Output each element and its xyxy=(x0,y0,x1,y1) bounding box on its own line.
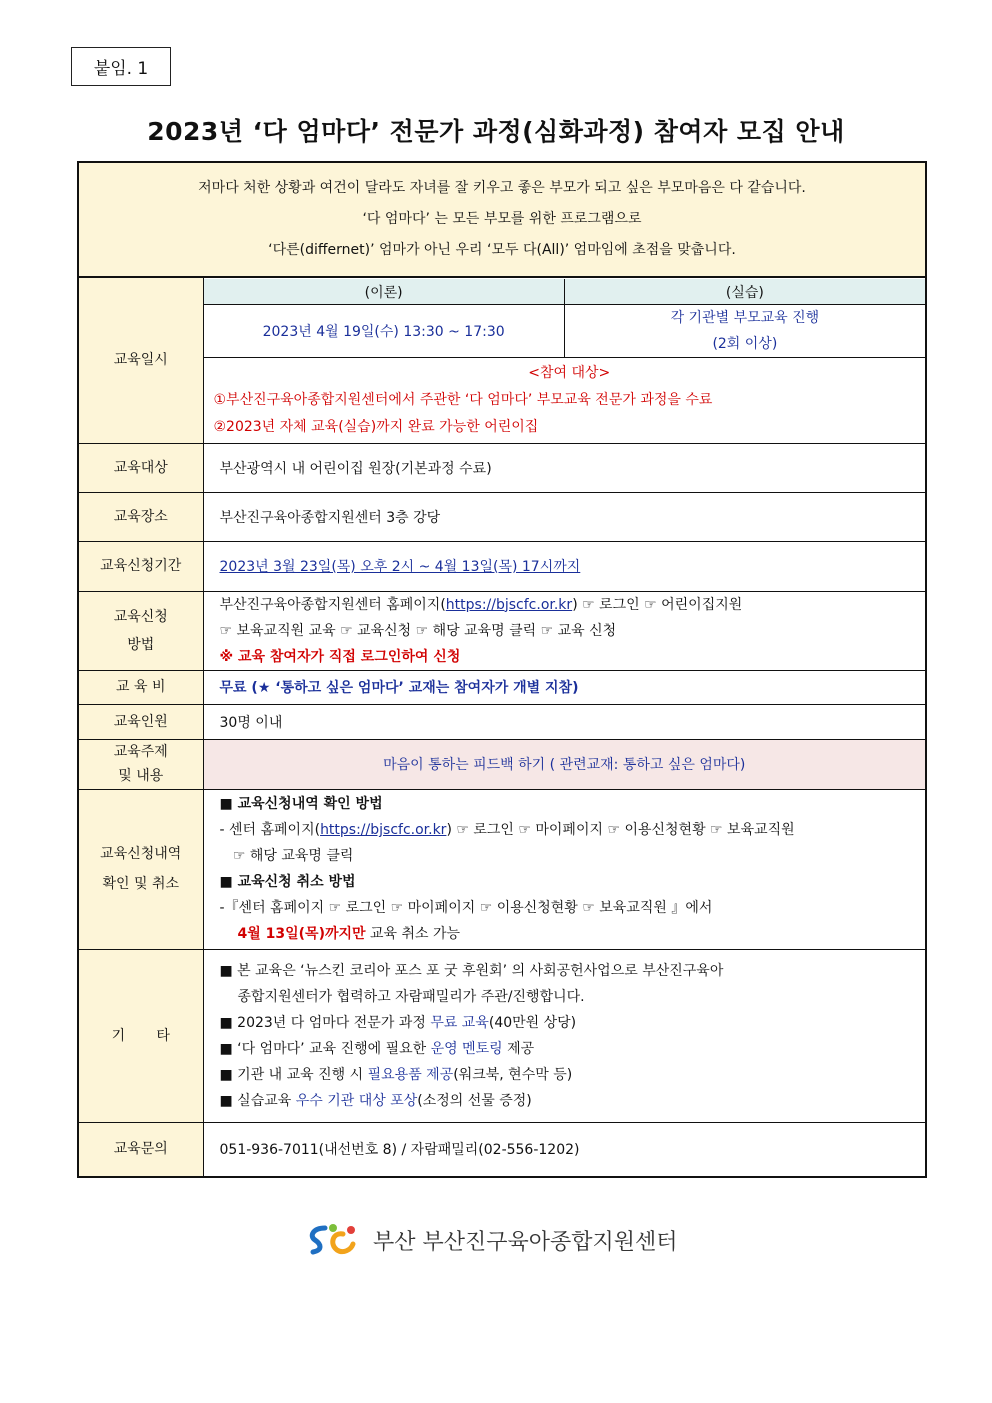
practice-header: (실습) xyxy=(564,279,925,305)
etc-text: ■ 2023년 다 엄마다 전문가 과정 xyxy=(219,1014,431,1031)
practice-line: 각 기관별 부모교육 진행 xyxy=(670,310,820,327)
method-text: 부산진구육아종합지원센터 홈페이지( xyxy=(219,596,446,613)
footer-org-name: 부산 부산진구육아종합지원센터 xyxy=(373,1229,678,1255)
attachment-label: 붙임. 1 xyxy=(71,47,171,86)
intro-line: ‘다른(differnet)’ 엄마가 아닌 우리 ‘모두 다(All)’ 엄마임에 초점을 맞춥니다. xyxy=(268,242,736,258)
confirm-text: ) ☞ 로그인 ☞ 마이페이지 ☞ 이용신청현황 ☞ 보육교직원 xyxy=(446,822,795,838)
etc-value xyxy=(203,949,926,1122)
confirm-heading: ■ 교육신청 취소 방법 xyxy=(219,874,356,890)
topic-label-line: 및 내용 xyxy=(118,768,164,784)
footer xyxy=(303,1220,678,1260)
confirm-label xyxy=(78,789,203,949)
method-note: ※ 교육 참여자가 직접 로그인하여 신청 xyxy=(219,648,461,665)
homepage-link[interactable]: https://bjscfc.or.kr xyxy=(320,822,447,838)
etc-highlight: 무료 교육 xyxy=(430,1014,489,1031)
etc-text: (40만원 상당) xyxy=(488,1014,577,1031)
confirm-label-line: 교육신청내역 xyxy=(100,846,182,862)
confirm-line: -『센터 홈페이지 ☞ 로그인 ☞ 마이페이지 ☞ 이용신청현황 ☞ 보육교직원 』에서 xyxy=(219,900,713,916)
target-value: 부산광역시 내 어린이집 원장(기본과정 수료) xyxy=(203,443,926,492)
method-text: ) ☞ 로그인 ☞ 어린이집지원 xyxy=(572,596,743,613)
target-item: ②2023년 자체 교육(실습)까지 완료 가능한 어린이집 xyxy=(213,418,539,435)
place-value: 부산진구육아종합지원센터 3층 강당 xyxy=(203,492,926,541)
intro-line: ‘다 엄마다’ 는 모든 부모를 위한 프로그램으로 xyxy=(362,211,642,227)
place-label: 교육장소 xyxy=(78,492,203,541)
theory-datetime: 2023년 4월 19일(수) 13:30 ~ 17:30 xyxy=(204,305,565,358)
capacity-value: 30명 이내 xyxy=(203,704,926,739)
practice-line: (2회 이상) xyxy=(712,336,778,353)
etc-bullet-cont: 종합지원센터가 협력하고 자람패밀리가 주관/진행합니다. xyxy=(237,988,585,1005)
target-title: <참여 대상> xyxy=(528,364,611,381)
method-label-line: 방법 xyxy=(127,636,155,653)
confirm-label-line: 확인 및 취소 xyxy=(102,876,180,892)
fee-label: 교 육 비 xyxy=(78,670,203,704)
etc-highlight: 운영 멘토링 xyxy=(430,1040,503,1057)
practice-info xyxy=(564,305,925,358)
method-label xyxy=(78,591,203,670)
etc-text: ■ 실습교육 xyxy=(219,1092,296,1109)
method-label-line: 교육신청 xyxy=(113,608,168,625)
etc-highlight: 필요용품 제공 xyxy=(367,1066,454,1083)
contact-label: 교육문의 xyxy=(78,1122,203,1177)
confirm-value xyxy=(203,789,926,949)
schedule-cell xyxy=(203,277,926,443)
topic-label xyxy=(78,739,203,789)
theory-header: (이론) xyxy=(204,279,565,305)
fee-value: 무료 (★ ‘통하고 싶은 엄마다’ 교재는 참여자가 개별 지참) xyxy=(203,670,926,704)
topic-value: 마음이 통하는 피드백 하기 ( 관련교재: 통하고 싶은 엄마다) xyxy=(203,739,926,789)
etc-text: ■ ‘다 엄마다’ 교육 진행에 필요한 xyxy=(219,1040,431,1057)
center-logo-icon xyxy=(303,1220,363,1260)
confirm-text: - 센터 홈페이지( xyxy=(219,822,321,838)
method-value xyxy=(203,591,926,670)
target-label: 교육대상 xyxy=(78,443,203,492)
etc-bullet: ■ 본 교육은 ‘뉴스킨 코리아 포스 포 굿 후원회’ 의 사회공헌사업으로 부산진구육아 xyxy=(219,962,724,979)
etc-highlight: 우수 기관 대상 포상 xyxy=(295,1092,418,1109)
confirm-heading: ■ 교육신청내역 확인 방법 xyxy=(219,796,383,812)
schedule-subtable xyxy=(204,279,926,442)
intro-box xyxy=(77,161,927,277)
etc-text: (워크북, 현수막 등) xyxy=(453,1066,573,1083)
etc-label: 기 타 xyxy=(78,949,203,1122)
page-title: 2023년 ‘다 엄마다’ 전문가 과정(심화과정) 참여자 모집 안내 xyxy=(147,117,845,146)
method-line: ☞ 보육교직원 교육 ☞ 교육신청 ☞ 해당 교육명 클릭 ☞ 교육 신청 xyxy=(219,622,617,639)
confirm-line: ☞ 해당 교육명 클릭 xyxy=(219,848,354,864)
period-value: 2023년 3월 23일(목) 오후 2시 ~ 4월 13일(목) 17시까지 xyxy=(219,559,581,575)
etc-text: (소정의 선물 증정) xyxy=(417,1092,532,1109)
info-table xyxy=(77,276,927,1178)
participant-target xyxy=(204,358,926,442)
etc-text: 제공 xyxy=(502,1040,535,1057)
topic-label-line: 교육주제 xyxy=(113,744,168,760)
homepage-link[interactable]: https://bjscfc.or.kr xyxy=(445,596,573,613)
cancel-deadline: 4월 13일(목)까지만 xyxy=(237,926,366,942)
contact-value: 051-936-7011(내선번호 8) / 자람패밀리(02-556-1202) xyxy=(203,1122,926,1177)
schedule-label: 교육일시 xyxy=(78,277,203,443)
etc-text: ■ 기관 내 교육 진행 시 xyxy=(219,1066,368,1083)
capacity-label: 교육인원 xyxy=(78,704,203,739)
intro-line: 저마다 처한 상황과 여건이 달라도 자녀를 잘 키우고 좋은 부모가 되고 싶은 부모마음은 다 같습니다. xyxy=(198,180,806,196)
target-item: ①부산진구육아종합지원센터에서 주관한 ‘다 엄마다’ 부모교육 전문가 과정을 수료 xyxy=(213,391,713,408)
period-label: 교육신청기간 xyxy=(78,541,203,591)
confirm-text: 교육 취소 가능 xyxy=(365,926,461,942)
